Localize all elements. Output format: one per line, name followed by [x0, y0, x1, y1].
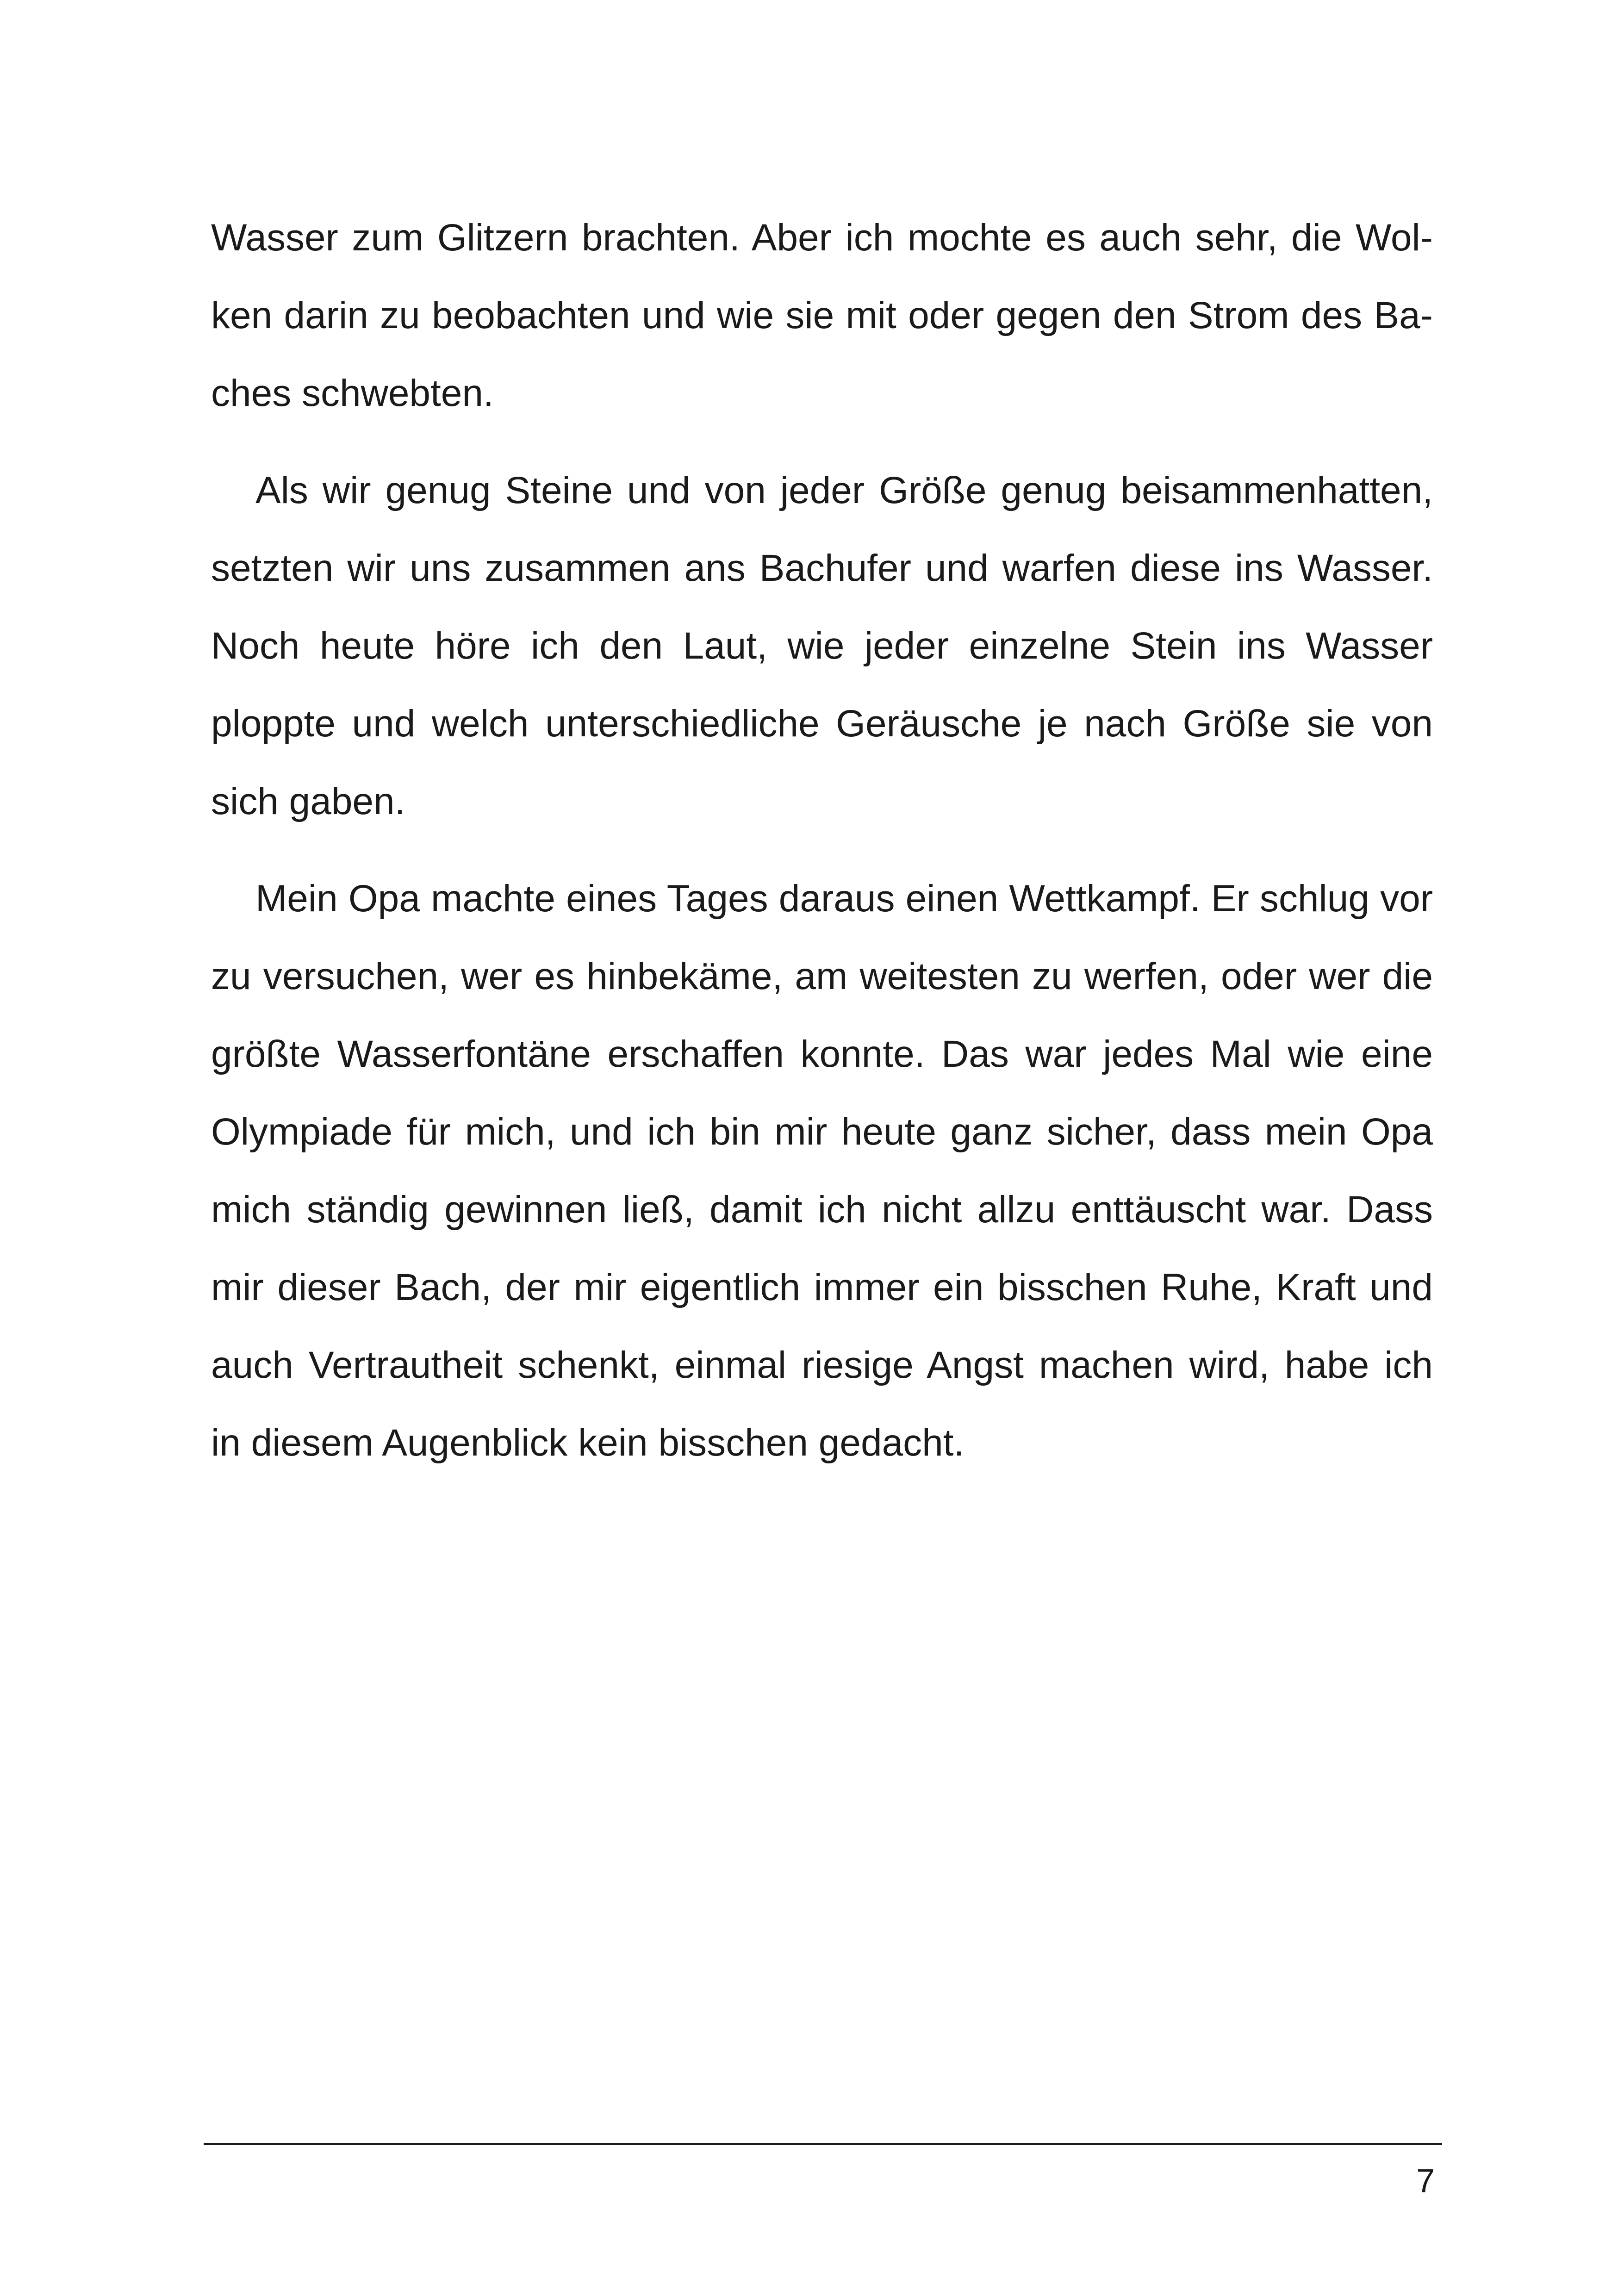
body-text [211, 199, 1433, 1501]
footer-divider [204, 2143, 1442, 2145]
text-line: setzten wir uns zusammen ans Bachufer und warfen diese ins Wasser. [211, 547, 1433, 589]
text-line: Olympiade für mich, und ich bin mir heute ganz sicher, dass mein Opa [211, 1111, 1433, 1153]
text-line: ken darin zu beobachten und wie sie mit oder gegen den Strom des Ba- [211, 294, 1433, 336]
text-line: Mein Opa machte eines Tages daraus einen Wettkampf. Er schlug vor [255, 877, 1433, 920]
text-line: Als wir genug Steine und von jeder Größe genug beisammenhatten, [255, 469, 1433, 511]
text-line: sich gaben. [211, 780, 405, 822]
text-line: Noch heute höre ich den Laut, wie jeder einzelne Stein ins Wasser [211, 625, 1433, 667]
text-line: Wasser zum Glitzern brachten. Aber ich mochte es auch sehr, die Wol- [211, 217, 1433, 259]
text-line: mir dieser Bach, der mir eigentlich immer ein bisschen Ruhe, Kraft und [211, 1266, 1433, 1308]
paragraph-2 [211, 452, 1433, 840]
text-line: mich ständig gewinnen ließ, damit ich nicht allzu enttäuscht war. Dass [211, 1188, 1433, 1231]
text-line: in diesem Augenblick kein bisschen gedacht. [211, 1422, 965, 1464]
text-line: größte Wasserfontäne erschaffen konnte. Das war jedes Mal wie eine [211, 1033, 1433, 1075]
text-line: ploppte und welch unterschiedliche Geräusche je nach Größe sie von [211, 703, 1433, 745]
text-line: auch Vertrautheit schenkt, einmal riesige Angst machen wird, habe ich [211, 1344, 1433, 1386]
text-line: ches schwebten. [211, 372, 494, 414]
paragraph-1 [211, 199, 1433, 432]
text-line: zu versuchen, wer es hinbekäme, am weitesten zu werfen, oder wer die [211, 955, 1433, 997]
page-number: 7 [1416, 2163, 1435, 2200]
paragraph-3 [211, 860, 1433, 1482]
